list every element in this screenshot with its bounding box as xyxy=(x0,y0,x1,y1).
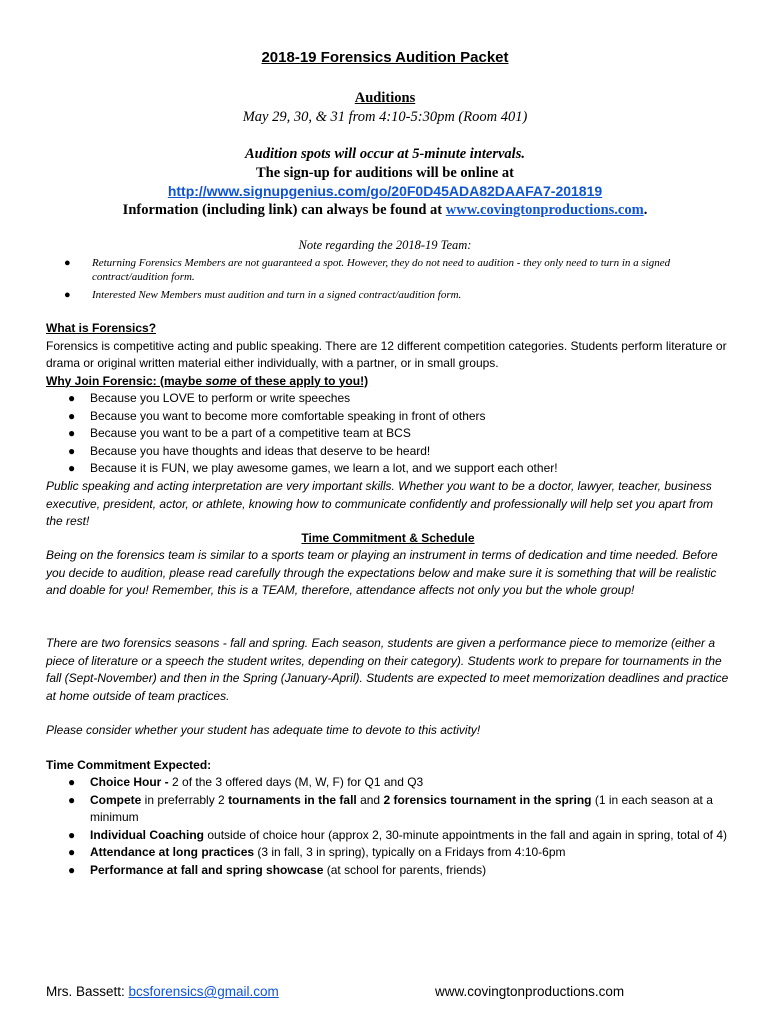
note-item-text: Returning Forensics Members are not guaranteed a spot. However, they do not need to audition - they only need to turn in a signed contract/audition form. xyxy=(92,257,671,283)
public-speaking-paragraph: Public speaking and acting interpretation are very important skills. Whether you want to be a doctor, lawyer, teacher, business executive, president, actor, or athlete, knowing how to communicate confidently and professionally will help set you apart from the rest! xyxy=(46,479,714,528)
why-item xyxy=(68,425,732,443)
why-heading-b: some xyxy=(205,373,237,388)
expected-item-text: outside of choice hour (approx 2, 30-minute appointments in the fall and again in spring, total of 4) xyxy=(204,827,727,842)
why-list xyxy=(68,390,732,478)
bullet-icon: ● xyxy=(64,257,71,269)
bullet-icon: ● xyxy=(68,408,76,423)
why-heading-c: of these apply to you!) xyxy=(236,373,369,388)
time-paragraph-3: Please consider whether your student has adequate time to devote to this activity! xyxy=(46,723,481,737)
signup-link[interactable]: http://www.signupgenius.com/go/20F0D45ADA82DAAFA7-201819 xyxy=(167,183,603,199)
note-item-text: Interested New Members must audition and turn in a signed contract/audition form. xyxy=(92,289,462,301)
bullet-icon: ● xyxy=(68,391,76,405)
expected-list xyxy=(68,774,732,879)
bullet-icon: ● xyxy=(68,426,76,440)
expected-item xyxy=(68,774,732,792)
expected-item-text: in preferrably 2 xyxy=(141,792,229,807)
why-heading xyxy=(46,373,730,391)
signup-line: The sign-up for auditions will be online at xyxy=(256,165,514,181)
expected-item xyxy=(68,792,732,827)
why-item-text: Because you LOVE to perform or write speeches xyxy=(90,391,351,405)
note-item xyxy=(64,288,732,302)
expected-item-text: (at school for parents, friends) xyxy=(323,862,487,877)
auditions-heading: Auditions xyxy=(354,90,416,106)
auditions-dates: May 29, 30, & 31 from 4:10-5:30pm (Room 401) xyxy=(242,109,528,125)
expected-item-text: (1 in each season at a minimum xyxy=(90,792,713,824)
time-paragraph-1: Being on the forensics team is similar to a sports team or playing an instrument in terms of dedication and time needed. Before you decide to audition, please read carefully through the expectations below and make sure it is something that will be realistic and doable for you! Remember, this is a TEAM, therefore, attendance affects not only you but the whole group! xyxy=(46,548,718,597)
expected-item xyxy=(68,862,732,880)
info-prefix: Information (including link) can always be found at xyxy=(122,202,446,218)
note-list xyxy=(64,256,732,302)
why-item xyxy=(68,443,732,461)
why-item-text: Because you want to be a part of a competitive team at BCS xyxy=(90,426,411,440)
why-item-text: Because you have thoughts and ideas that deserve to be heard! xyxy=(90,443,431,458)
bullet-icon: ● xyxy=(68,827,76,842)
why-item xyxy=(68,390,732,408)
what-section xyxy=(46,320,730,390)
page-title: 2018-19 Forensics Audition Packet xyxy=(261,49,509,66)
bullet-icon: ● xyxy=(68,461,76,475)
why-item xyxy=(68,460,732,478)
expected-item-bold: Choice Hour - xyxy=(90,775,169,789)
bullet-icon: ● xyxy=(68,845,76,859)
footer-contact xyxy=(46,984,279,999)
expected-item xyxy=(68,844,732,862)
note-heading: Note regarding the 2018-19 Team: xyxy=(298,238,472,252)
expected-item-text: 2 of the 3 offered days (M, W, F) for Q1 and Q3 xyxy=(168,775,424,789)
website-link[interactable]: www.covingtonproductions.com xyxy=(445,202,644,218)
bullet-icon: ● xyxy=(64,289,71,301)
time-paragraph-2: There are two forensics seasons - fall and spring. Each season, students are given a performance piece to memorize (either a piece of literature or a speech the student writes, depending on their category). Students work to prepare for tournaments in the fall (Sept-November) and then in the Spring (January-April). Students are expected to meet memorization deadlines and practice at home outside of team practices. xyxy=(46,636,729,703)
why-item xyxy=(68,408,732,426)
why-item-text: Because you want to become more comfortable speaking in front of others xyxy=(90,408,486,423)
expected-item-bold: Individual Coaching xyxy=(90,827,205,842)
note-item xyxy=(64,256,732,284)
bullet-icon: ● xyxy=(68,792,76,807)
expected-item xyxy=(68,827,732,845)
expected-item-bold: Performance at fall and spring showcase xyxy=(90,862,324,877)
time-heading: Time Commitment & Schedule xyxy=(301,531,475,545)
expected-item-bold: 2 forensics tournament in the spring xyxy=(383,792,592,807)
footer-contact-prefix: Mrs. Bassett: xyxy=(46,984,129,999)
what-heading: What is Forensics? xyxy=(46,321,157,335)
footer-email-link[interactable]: bcsforensics@gmail.com xyxy=(128,984,279,999)
expected-item-bold: Compete xyxy=(90,792,142,807)
info-suffix: . xyxy=(643,202,648,218)
expected-item-text: and xyxy=(356,792,384,807)
audition-spots-line: Audition spots will occur at 5-minute intervals. xyxy=(245,146,525,162)
why-item-text: Because it is FUN, we play awesome games, we learn a lot, and we support each other! xyxy=(90,461,558,475)
footer-website: www.covingtonproductions.com xyxy=(435,984,625,999)
what-body: Forensics is competitive acting and public speaking. There are 12 different competition categories. Students perform literature or drama or original written material either individually, with a partner, or in small groups. xyxy=(46,338,727,370)
expected-item-text: (3 in fall, 3 in spring), typically on a Fridays from 4:10-6pm xyxy=(254,845,566,859)
bullet-icon: ● xyxy=(68,862,76,877)
info-line xyxy=(0,201,770,220)
expected-heading: Time Commitment Expected: xyxy=(46,758,212,772)
expected-item-bold: Attendance at long practices xyxy=(90,845,255,859)
bullet-icon: ● xyxy=(68,443,76,458)
bullet-icon: ● xyxy=(68,775,76,789)
why-heading-a: Why Join Forensic: (maybe xyxy=(46,373,206,388)
expected-item-bold: tournaments in the fall xyxy=(228,792,357,807)
